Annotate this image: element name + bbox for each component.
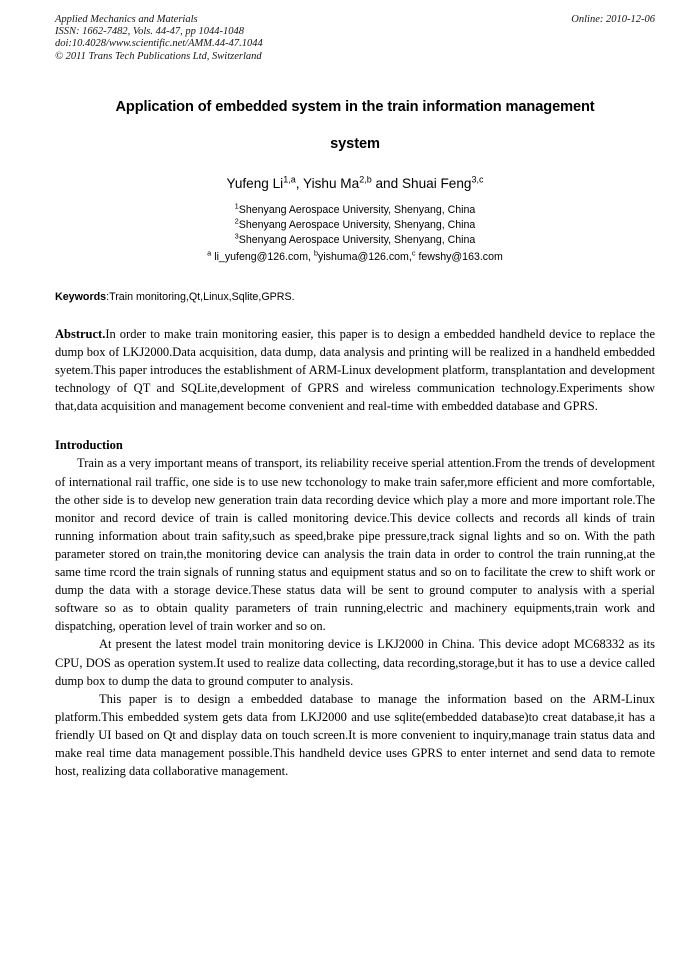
author-separator-2: and xyxy=(371,175,402,191)
abstract-text: In order to make train monitoring easier, this paper is to design a embedded handheld device to replace the dump box of LKJ2000.Data acquisition, data dump, data analysis and printing will be realized in a handheld embedded syetem.This paper introduces the establishment of ARM-Linux development platform, transplantation and development technology of QT and SQLite,development of GPRS and wireless communication technology.Experiments show that,data acquisition and management become convenient and real-time with embedded database and GPRS. xyxy=(55,327,655,414)
email-c-marker: c xyxy=(411,248,416,258)
affiliation-1-marker: 1 xyxy=(234,201,239,211)
introduction-paragraph-3: This paper is to design a embedded database to manage the information based on the ARM-Linux platform.This embedded system gets data from LKJ2000 and use sqlite(embedded database)to creat database,it has a friendly UI based on Qt and display data on touch screen.It is more convenient to inquiry,manage train status data and make real time data management possible.This handheld device uses GPRS to enter internet and send data to remote host, realizing data collaborative management. xyxy=(55,691,655,779)
title-line-2: system xyxy=(330,135,380,152)
affiliation-2 xyxy=(55,218,655,233)
journal-name: Applied Mechanics and Materials xyxy=(55,14,198,25)
affiliation-3-text: Shenyang Aerospace University, Shenyang, China xyxy=(238,234,476,247)
keywords-label: Keywords xyxy=(55,291,107,303)
email-a[interactable]: li_yufeng@126.com, xyxy=(211,250,314,263)
title-line-1: Application of embedded system in the train information management xyxy=(115,98,595,115)
page-content xyxy=(55,14,655,780)
introduction-paragraph-1: Train as a very important means of transport, its reliability receive sperial attention.From the trends of development of international rail traffic, one side is to use new tcchonology to make train safer,more efficient and more comfortable, the other side is to develop new generation train data recording device which play a more and more important role.The monitor and record device of train is called monitoring device.This device collects and records all kinds of train running information about train safity,such as speed,brake pipe pressure,track signal lights and so on. With the path parameter stored on train,the monitoring device can analysis the train data in order to control the train running,at the same time rcord the train signals of running status and equipment status and so on to facilitate the crew to shift work or dump the data with a storage device.These status data will be sent to ground computer to analysis with a sperial software so as to obtain quality parameters of train running,electric and machinery equipments,train work and dispatching, operation level of train worker and so on. xyxy=(55,456,655,634)
issn-line: ISSN: 1662-7482, Vols. 44-47, pp 1044-1048 xyxy=(55,26,244,38)
introduction-paragraph-2: At present the latest model train monitoring device is LKJ2000 in China. This device adopt MC68332 as its CPU, DOS as operation system.It used to realize data collecting, data recording,storage,but it has to use a device called dump box to dump the data to ground computer to analysis. xyxy=(55,637,655,688)
paper-title xyxy=(55,89,655,163)
affiliation-1-text: Shenyang Aerospace University, Shenyang, China xyxy=(238,203,476,216)
affiliation-3-marker: 3 xyxy=(234,231,239,241)
email-c[interactable]: fewshy@163.com xyxy=(415,250,503,263)
author-3-affiliation-marker: 3,c xyxy=(471,174,484,185)
author-3-name: Shuai Feng xyxy=(401,175,472,191)
affiliation-2-marker: 2 xyxy=(234,216,239,226)
author-1-affiliation-marker: 1,a xyxy=(283,174,296,185)
affiliation-3 xyxy=(55,233,655,248)
author-list xyxy=(55,175,655,192)
email-b[interactable]: yishuma@126.com, xyxy=(318,250,412,263)
affiliation-list xyxy=(55,203,655,265)
author-1-name: Yufeng Li xyxy=(226,175,284,191)
section-heading-introduction: Introduction xyxy=(55,438,123,453)
online-date: Online: 2010-12-06 xyxy=(571,14,655,25)
email-a-marker: a xyxy=(207,248,212,258)
author-emails xyxy=(55,250,655,265)
affiliation-2-text: Shenyang Aerospace University, Shenyang, China xyxy=(238,219,476,232)
doi-line: doi:10.4028/www.scientific.net/AMM.44-47.1044 xyxy=(55,38,263,50)
journal-masthead xyxy=(55,14,655,63)
keywords-separator: : xyxy=(106,291,110,303)
abstract-label: Abstruct. xyxy=(55,327,106,341)
keywords-value: Train monitoring,Qt,Linux,Sqlite,GPRS. xyxy=(109,291,295,303)
email-b-marker: b xyxy=(313,248,319,258)
author-separator-1: , xyxy=(295,175,304,191)
copyright-line: © 2011 Trans Tech Publications Ltd, Switzerland xyxy=(55,50,262,62)
keywords-line xyxy=(55,290,655,304)
author-2-affiliation-marker: 2,b xyxy=(359,174,372,185)
abstract-block xyxy=(55,325,655,415)
author-2-name: Yishu Ma xyxy=(303,175,360,191)
affiliation-1 xyxy=(55,203,655,218)
